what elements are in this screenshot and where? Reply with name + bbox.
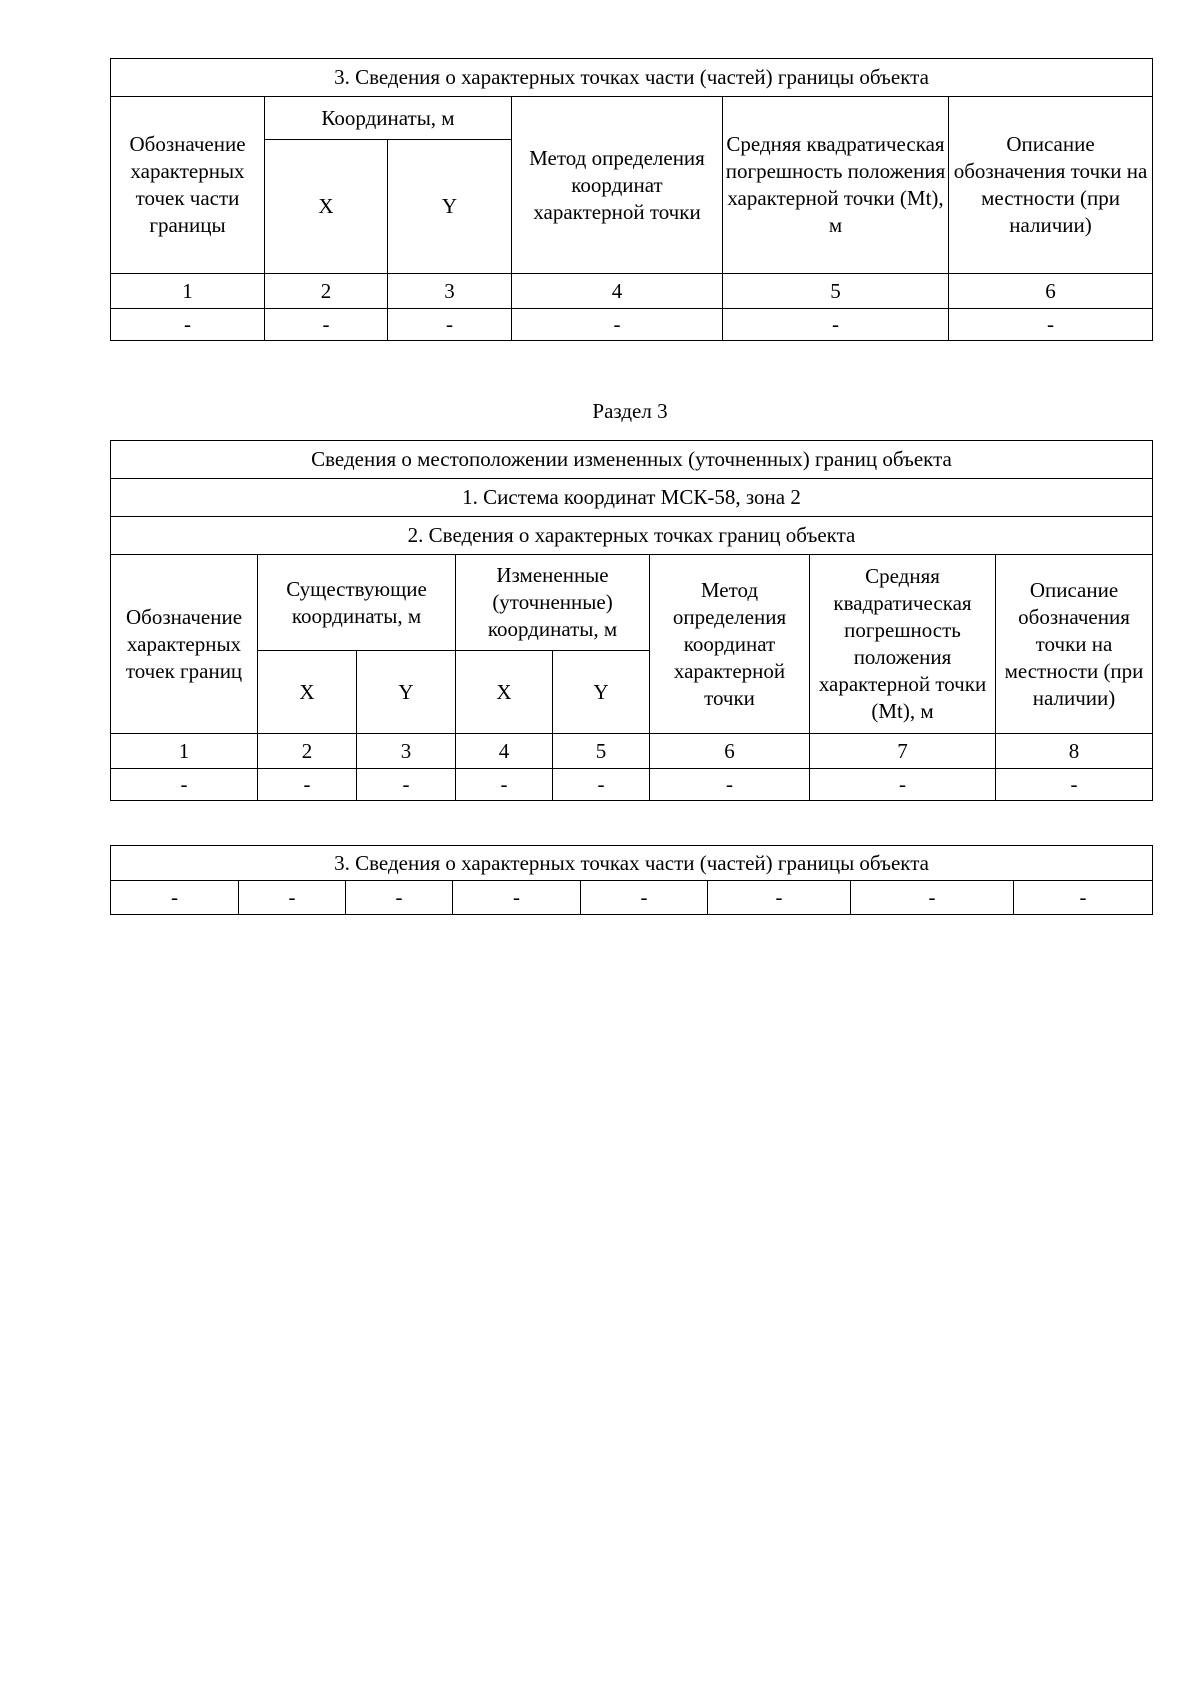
header-changed-coordinates: Измененные (уточненные) координаты, м [456,555,650,651]
table-cell: - [810,769,996,801]
table-cell: - [581,881,708,915]
table-row [111,309,1153,341]
table-cell: - [949,309,1153,341]
table-cell: - [851,881,1014,915]
column-number: 7 [810,734,996,769]
header-designation: Обозначение характерных точек границ [111,555,258,734]
column-number: 2 [265,274,388,309]
column-number: 2 [258,734,357,769]
table-cell: - [111,881,239,915]
table-cell: - [239,881,346,915]
column-number: 1 [111,734,258,769]
column-number: 3 [388,274,512,309]
column-number: 5 [723,274,949,309]
boundary-part-summary-table [110,845,1153,915]
column-number: 4 [456,734,553,769]
column-number: 3 [357,734,456,769]
table-cell: - [258,769,357,801]
table-row [111,881,1153,915]
table-cell: - [357,769,456,801]
table-title: 3. Сведения о характерных точках части (частей) границы объекта [111,59,1153,97]
changed-boundary-points-table [110,440,1153,801]
table-cell: - [265,309,388,341]
header-description: Описание обозначения точки на местности (при наличии) [996,555,1153,734]
header-y: Y [357,651,456,734]
header-coordinates: Координаты, м [265,97,512,140]
table-cell: - [708,881,851,915]
table-cell: - [650,769,810,801]
header-x: X [456,651,553,734]
header-description: Описание обозначения точки на местности (при наличии) [949,97,1153,274]
table-title: Сведения о местоположении измененных (уточненных) границ объекта [111,441,1153,479]
header-designation: Обозначение характерных точек части границы [111,97,265,274]
table-cell: - [723,309,949,341]
table-cell: - [111,309,265,341]
column-number: 6 [650,734,810,769]
header-x: X [265,140,388,274]
header-error: Средняя квадратическая погрешность положения характерной точки (Mt), м [723,97,949,274]
table-title: 3. Сведения о характерных точках части (частей) границы объекта [111,846,1153,881]
header-y: Y [553,651,650,734]
table-cell: - [111,769,258,801]
table-cell: - [512,309,723,341]
header-error: Средняя квадратическая погрешность положения характерной точки (Mt), м [810,555,996,734]
boundary-part-points-table [110,58,1153,341]
header-existing-coordinates: Существующие координаты, м [258,555,456,651]
section-title: Раздел 3 [592,399,668,423]
column-number: 1 [111,274,265,309]
coordinate-system: 1. Система координат МСК-58, зона 2 [111,479,1153,517]
table-cell: - [388,309,512,341]
table-cell: - [1014,881,1153,915]
table-cell: - [453,881,581,915]
column-number: 6 [949,274,1153,309]
header-method: Метод определения координат характерной точки [512,97,723,274]
table-cell: - [346,881,453,915]
column-number: 5 [553,734,650,769]
table-row [111,769,1153,801]
header-x: X [258,651,357,734]
column-number: 4 [512,274,723,309]
table-cell: - [996,769,1153,801]
header-method: Метод определения координат характерной точки [650,555,810,734]
column-number: 8 [996,734,1153,769]
table-cell: - [456,769,553,801]
table-cell: - [553,769,650,801]
header-y: Y [388,140,512,274]
table-subtitle: 2. Сведения о характерных точках границ объекта [111,517,1153,555]
